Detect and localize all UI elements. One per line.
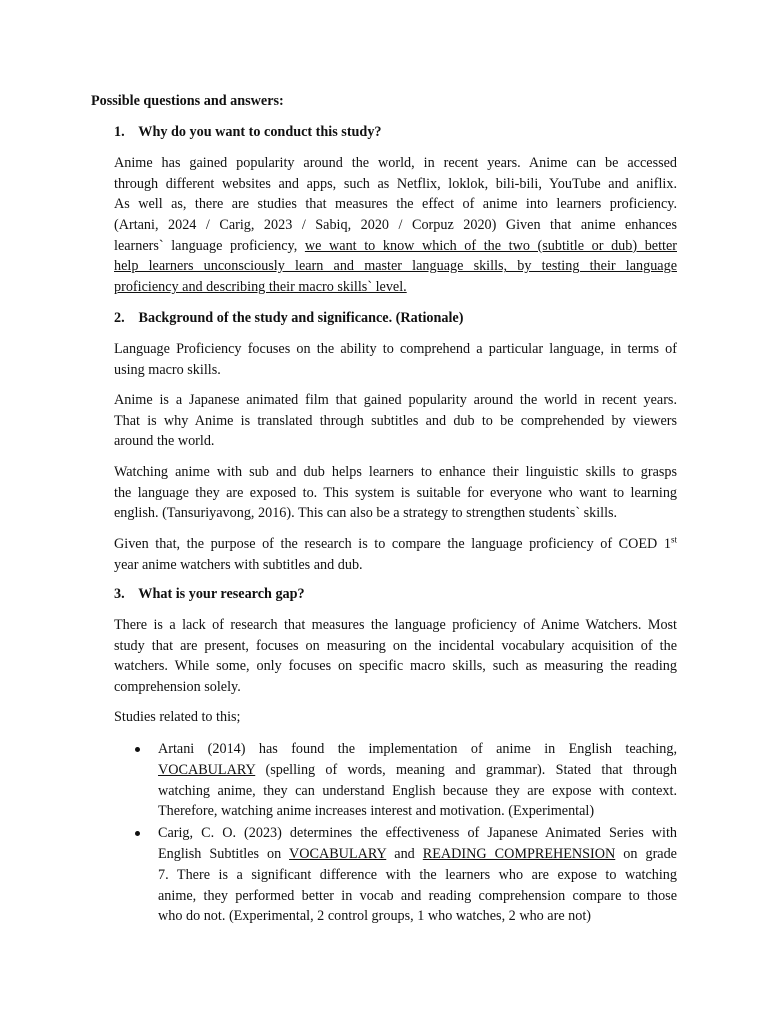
answer-3-paragraph-1 (114, 615, 677, 698)
text-line: the language they are exposed to. This system is suitable for everyone who want to learning (114, 484, 677, 501)
question-title: Why do you want to conduct this study? (138, 124, 382, 140)
superscript: st (670, 534, 677, 545)
text-line: As well as, there are studies that measures the effect of anime into learners proficiency. (114, 196, 677, 213)
text-line (158, 844, 677, 865)
text-line: Carig, C. O. (2023) determines the effectiveness of Japanese Animated Series with (158, 825, 677, 842)
text-line: Watching anime with sub and dub helps learners to enhance their linguistic skills to grasps (114, 464, 677, 480)
underlined-text: READING COMPREHENSION (422, 845, 616, 862)
underlined-line: help learners unconsciously learn and master language skills, by testing their language (114, 258, 677, 275)
text-line (114, 534, 677, 555)
underlined-text: VOCABULARY (158, 761, 256, 778)
question-number: 1. (114, 124, 125, 140)
text-line: Therefore, watching anime increases interest and motivation. (Experimental) (158, 803, 595, 820)
text-line: (Artani, 2024 / Carig, 2023 / Sabiq, 2020 / Corpuz 2020) Given that anime enhances (114, 217, 677, 234)
text-line: Anime has gained popularity around the world, in recent years. Anime can be accessed (114, 155, 677, 171)
text-line (114, 277, 677, 298)
question-2 (114, 310, 463, 327)
list-item (114, 823, 677, 927)
text-line (114, 236, 677, 257)
answer-2-paragraph-4 (114, 534, 677, 575)
text-segment: learners` language proficiency, (114, 237, 305, 254)
text-segment: on grade (615, 845, 677, 862)
text-line: using macro skills. (114, 361, 221, 378)
text-line: 7. There is a significant difference with the learners who are expose to watching (158, 866, 677, 883)
text-line: year anime watchers with subtitles and dub. (114, 556, 363, 573)
text-line (158, 760, 677, 781)
text-line: Artani (2014) has found the implementation of anime in English teaching, (158, 741, 677, 757)
question-title: What is your research gap? (138, 586, 305, 602)
text-line: Studies related to this; (114, 709, 241, 725)
question-1 (114, 124, 382, 141)
text-line: watchers. While some, only focuses on specific macro skills, such as measuring the reading (114, 658, 677, 675)
question-number: 3. (114, 586, 125, 602)
text-line: through different websites and apps, such as Netflix, loklok, bili-bili, YouTube and aniflix. (114, 175, 677, 192)
text-line: Anime is a Japanese animated film that gained popularity around the world in recent years. (114, 392, 677, 408)
underlined-text: VOCABULARY (289, 845, 387, 862)
answer-2-paragraph-3 (114, 462, 677, 524)
question-3 (114, 586, 305, 603)
bullet-icon (135, 747, 140, 752)
question-title: Background of the study and significance. (Rationale) (138, 310, 464, 326)
text-line: study that are present, focuses on measuring on the incidental vocabulary acquisition of the (114, 637, 677, 654)
text-line: Language Proficiency focuses on the ability to comprehend a particular language, in terms of (114, 341, 677, 357)
text-line: That is why Anime is translated through subtitles and dub to be comprehended by viewers (114, 412, 677, 429)
question-number: 2. (114, 310, 125, 326)
section-heading: Possible questions and answers: (91, 93, 284, 109)
answer-2-paragraph-1 (114, 339, 677, 380)
text-segment: Given that, the purpose of the research is to compare the language proficiency of COED 1 (114, 536, 671, 552)
text-line: watching anime, they can understand English because they are expose with context. (158, 782, 677, 799)
answer-2-paragraph-2 (114, 390, 677, 452)
bullet-icon (135, 831, 140, 836)
text-line: comprehension solely. (114, 679, 241, 696)
text-segment: (spelling of words, meaning and grammar). Stated that through (255, 761, 677, 778)
answer-1-paragraph (114, 153, 677, 298)
underlined-text: proficiency and describing their macro skills` level. (114, 279, 407, 296)
answer-3-paragraph-2 (114, 707, 677, 728)
related-studies-list (114, 739, 677, 928)
text-line: anime, they performed better in vocab and reading comprehension compare to those (158, 887, 677, 904)
list-item (114, 739, 677, 822)
text-line: There is a lack of research that measures the language proficiency of Anime Watchers. Most (114, 617, 677, 633)
text-line: who do not. (Experimental, 2 control groups, 1 who watches, 2 who are not) (158, 908, 592, 925)
text-line: english. (Tansuriyavong, 2016). This can also be a strategy to strengthen students` skills. (114, 505, 618, 522)
text-line: around the world. (114, 433, 215, 450)
text-segment: English Subtitles on (158, 845, 290, 862)
underlined-text: we want to know which of the two (subtitle or dub) better (304, 237, 677, 254)
text-segment: and (386, 845, 423, 862)
